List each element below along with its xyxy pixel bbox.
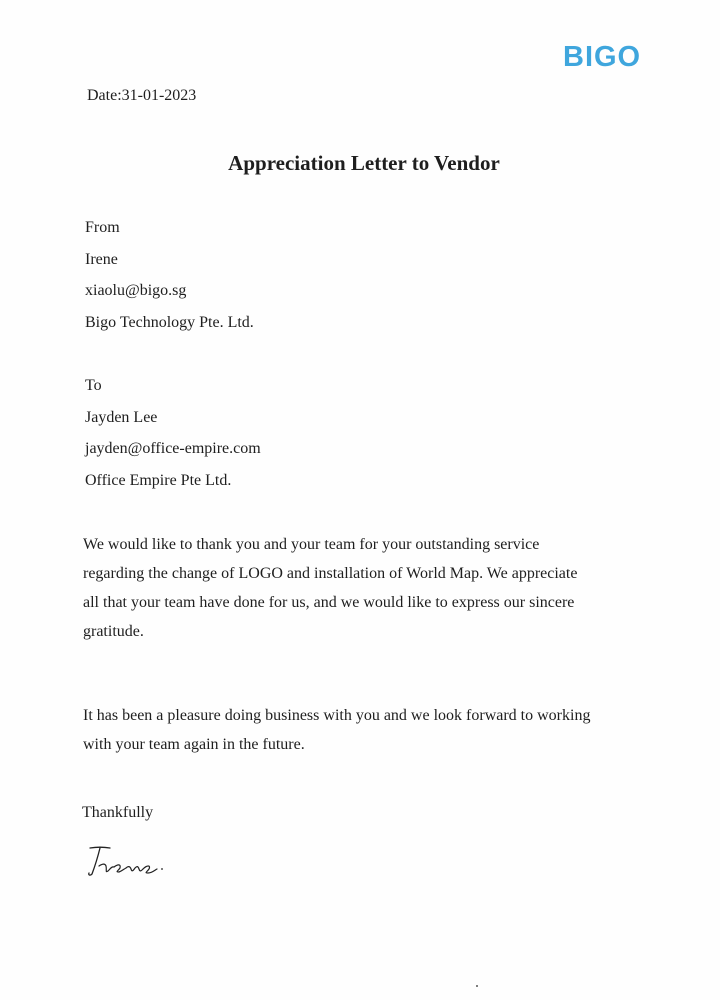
paragraph-line: with your team again in the future. <box>83 736 305 753</box>
body-paragraph-1 <box>83 530 643 646</box>
bigo-logo <box>563 40 653 74</box>
paragraph-line: gratitude. <box>83 623 144 640</box>
sender-name: Irene <box>85 250 118 268</box>
recipient-email: jayden@office-empire.com <box>85 440 261 457</box>
body-paragraph-2 <box>83 701 643 759</box>
scan-speck <box>476 985 478 987</box>
paragraph-line: all that your team have done for us, and we would like to express our sincere <box>83 594 575 611</box>
letter-title: Appreciation Letter to Vendor <box>228 151 500 175</box>
recipient-name: Jayden Lee <box>85 408 158 426</box>
letter-date: Date:31-01-2023 <box>87 87 197 104</box>
sender-email: xiaolu@bigo.sg <box>85 282 187 299</box>
paragraph-line: It has been a pleasure doing business with you and we look forward to working <box>83 707 591 724</box>
closing-text: Thankfully <box>82 804 154 821</box>
recipient-block <box>85 370 261 496</box>
recipient-company: Office Empire Pte Ltd. <box>85 471 232 489</box>
handwritten-signature <box>84 842 184 882</box>
sender-block <box>85 212 254 338</box>
paragraph-line: regarding the change of LOGO and installation of World Map. We appreciate <box>83 565 578 582</box>
to-label: To <box>85 377 102 394</box>
logo-text: BIGO <box>563 41 642 73</box>
paragraph-line: We would like to thank you and your team for your outstanding service <box>83 536 540 553</box>
sender-company: Bigo Technology Pte. Ltd. <box>85 313 254 331</box>
from-label: From <box>85 219 120 236</box>
